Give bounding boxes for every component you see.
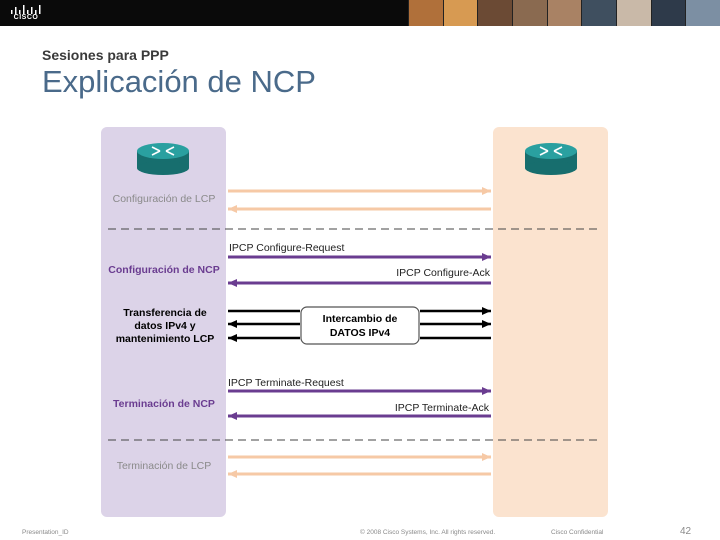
footer-presentation-id: Presentation_ID xyxy=(22,529,69,536)
slide-title: Explicación de NCP xyxy=(42,64,316,99)
label-ncp-term: Terminación de NCP xyxy=(113,398,215,410)
message-configure-ack: IPCP Configure-Ack xyxy=(396,267,490,279)
label-lcp-config: Configuración de LCP xyxy=(112,193,216,205)
label-transfer-line2: datos IPv4 y xyxy=(134,320,196,332)
message-terminate-request: IPCP Terminate-Request xyxy=(228,377,344,389)
slide-subtitle: Sesiones para PPP xyxy=(42,47,169,63)
logo-wordmark: CISCO xyxy=(13,14,39,21)
exchange-line1: Intercambio de xyxy=(322,313,398,325)
label-lcp-term: Terminación de LCP xyxy=(116,460,212,472)
message-terminate-ack: IPCP Terminate-Ack xyxy=(394,402,489,414)
page-number: 42 xyxy=(680,526,692,537)
label-transfer-line1: Transferencia de xyxy=(123,307,207,319)
left-router-icon xyxy=(137,143,189,175)
label-transfer-line3: mantenimiento LCP xyxy=(115,333,215,345)
footer-confidential: Cisco Confidential xyxy=(551,529,604,536)
exchange-line2: DATOS IPv4 xyxy=(329,327,391,339)
right-router-panel xyxy=(493,127,608,517)
right-router-icon xyxy=(525,143,577,175)
footer-copyright: © 2008 Cisco Systems, Inc. All rights reserved. xyxy=(360,529,496,536)
label-ncp-config: Configuración de NCP xyxy=(108,264,220,276)
message-configure-request: IPCP Configure-Request xyxy=(229,242,345,254)
